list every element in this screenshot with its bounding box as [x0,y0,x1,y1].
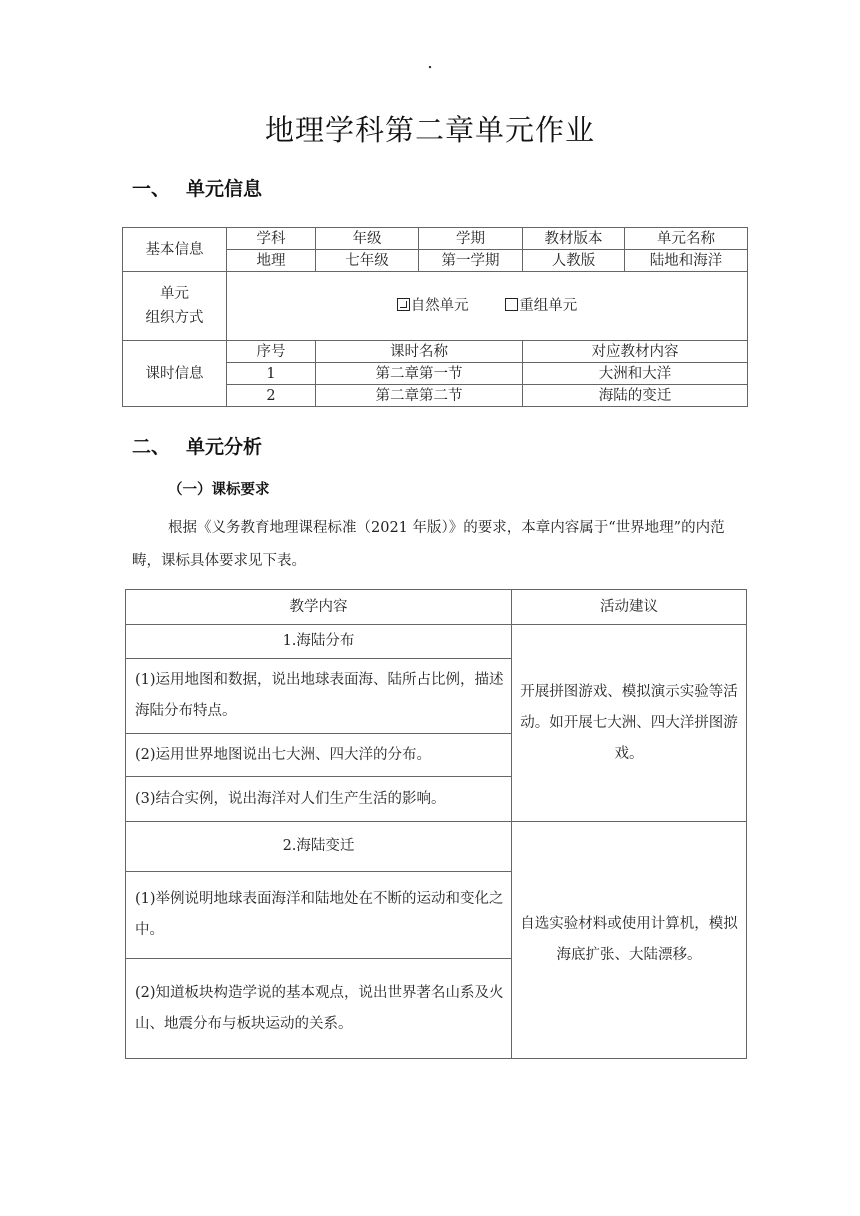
org-method-label [123,272,227,341]
header-cell: 年级 [316,228,419,250]
value-cell: 人教版 [523,250,625,272]
subsection-heading: （一）课标要求 [168,482,270,498]
value-cell: 第一学期 [419,250,523,272]
unchecked-checkbox-icon[interactable] [505,298,518,311]
org-label-line2: 组织方式 [145,310,204,326]
lesson-header-cell: 课时名称 [316,341,523,363]
content-item: (2)运用世界地图说出七大洲、四大洋的分布。 [126,734,512,777]
header-teaching-content: 教学内容 [126,590,512,625]
org-label-line1: 单元 [160,286,189,302]
lesson-header-cell: 序号 [227,341,316,363]
section-title: 单元分析 [186,436,263,458]
lesson-no: 1 [227,363,316,385]
content-item: (2)知道板块构造学说的基本观点，说出世界著名山系及火山、地震分布与板块运动的关系。 [126,959,512,1059]
header-cell: 学期 [419,228,523,250]
lesson-name: 第二章第二节 [316,385,523,407]
section-title: 单元信息 [186,178,263,200]
section-heading-unit-analysis [132,432,262,459]
org-method-options [227,272,748,341]
basic-info-label: 基本信息 [123,228,227,272]
section-heading-unit-info [132,174,262,201]
page-marker: . [427,52,433,73]
group-title: 2.海陆变迁 [126,822,512,872]
option-label: 重组单元 [519,298,578,314]
content-item: (1)运用地图和数据，说出地球表面海、陆所占比例，描述海陆分布特点。 [126,659,512,734]
content-item: (3)结合实例，说出海洋对人们生产生活的影响。 [126,777,512,822]
option-label: 自然单元 [410,298,469,314]
section-number: 二、 [132,436,171,458]
page-title: 地理学科第二章单元作业 [264,113,595,147]
value-cell: 陆地和海洋 [625,250,748,272]
option-regrouped-unit[interactable] [505,294,577,318]
group-title: 1.海陆分布 [126,625,512,659]
option-natural-unit[interactable] [397,294,469,318]
checked-checkbox-icon[interactable] [397,298,410,311]
lesson-info-label: 课时信息 [123,341,227,407]
header-cell: 单元名称 [625,228,748,250]
header-activity-suggestion: 活动建议 [512,590,747,625]
value-cell: 地理 [227,250,316,272]
unit-info-table [122,227,748,407]
intro-paragraph: 根据《义务教育地理课程标准（2021 年版）》的要求，本章内容属于“世界地理”的内范畴，课标具体要求见下表。 [132,520,725,569]
header-cell: 学科 [227,228,316,250]
content-item: (1)举例说明地球表面海洋和陆地处在不断的运动和变化之中。 [126,872,512,959]
lesson-name: 第二章第一节 [316,363,523,385]
curriculum-standards-table [125,589,747,1059]
lesson-no: 2 [227,385,316,407]
activity-suggestion: 自选实验材料或使用计算机，模拟海底扩张、大陆漂移。 [512,822,747,1059]
lesson-content: 大洲和大洋 [523,363,748,385]
lesson-header-cell: 对应教材内容 [523,341,748,363]
header-cell: 教材版本 [523,228,625,250]
activity-suggestion: 开展拼图游戏、模拟演示实验等活动。如开展七大洲、四大洋拼图游戏。 [512,625,747,822]
value-cell: 七年级 [316,250,419,272]
section-number: 一、 [132,178,171,200]
lesson-content: 海陆的变迁 [523,385,748,407]
